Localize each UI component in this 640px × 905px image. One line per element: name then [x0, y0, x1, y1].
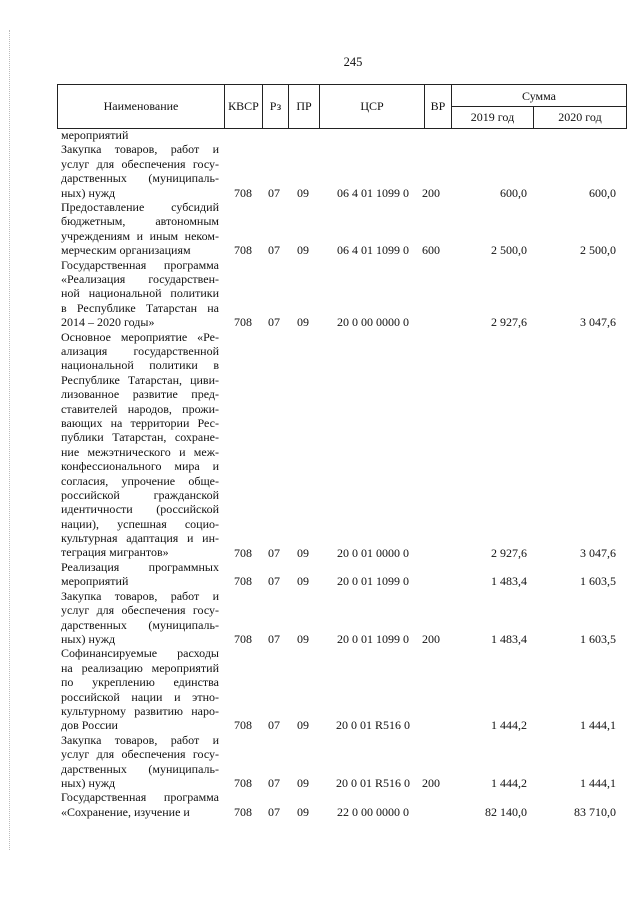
row-name-line: конфессионального мира и — [61, 459, 219, 474]
row-csr: 20 0 01 1099 0 — [337, 631, 409, 646]
row-sum-2020: 1 444,1 — [580, 775, 616, 790]
row-sum-2019: 1 483,4 — [491, 631, 527, 646]
row-name-line: услуг для обеспечения госу- — [61, 603, 219, 618]
row-kvsr: 708 — [234, 804, 252, 819]
row-rz: 07 — [268, 775, 280, 790]
row-pr: 09 — [297, 631, 309, 646]
row-name-line: Закупка товаров, работ и — [61, 588, 219, 603]
row-name-line: публики Татарстан, сохране- — [61, 430, 219, 445]
row-name-line: культурному развитию наро- — [61, 703, 219, 718]
row-name-line: мерческим организациям — [61, 243, 191, 258]
row-name-line: ных) нужд — [61, 631, 116, 646]
header-vr: ВР — [424, 85, 451, 128]
row-name-line: мероприятий — [61, 128, 129, 142]
row-sum-2019: 2 500,0 — [491, 243, 527, 258]
row-name-line: ние межэтнического и меж- — [61, 444, 219, 459]
row-sum-2019: 2 927,6 — [491, 315, 527, 330]
row-name — [61, 733, 219, 791]
header-year-row — [451, 106, 626, 128]
row-csr: 20 0 01 1099 0 — [337, 574, 409, 589]
row-name-line: ных) нужд — [61, 185, 116, 200]
row-sum-2020: 1 603,5 — [580, 574, 616, 589]
row-rz: 07 — [268, 315, 280, 330]
header-name: Наименование — [103, 99, 179, 113]
row-csr: 06 4 01 1099 0 — [337, 243, 409, 258]
row-name-line: культурная адаптация и ин- — [61, 531, 219, 546]
row-name-line: «Реализация государствен- — [61, 271, 219, 286]
row-pr: 09 — [297, 243, 309, 258]
table-header — [57, 84, 627, 129]
row-vr: 600 — [422, 243, 440, 258]
page-number: 245 — [343, 55, 363, 69]
row-name-line: ной национальной политики — [61, 286, 219, 301]
row-rz: 07 — [268, 718, 280, 733]
row-csr: 22 0 00 0000 0 — [337, 804, 409, 819]
row-sum-2020: 3 047,6 — [580, 545, 616, 560]
row-csr: 06 4 01 1099 0 — [337, 185, 409, 200]
row-name-line: Софинансируемые расходы — [61, 646, 219, 661]
row-name-line: российской нации и этно- — [61, 689, 219, 704]
row-kvsr: 708 — [234, 185, 252, 200]
row-kvsr: 708 — [234, 718, 252, 733]
row-vr: 200 — [422, 631, 440, 646]
row-name-line: на реализацию мероприятий — [61, 660, 219, 675]
row-name-line: Государственная программа — [61, 790, 219, 805]
row-pr: 09 — [297, 545, 309, 560]
row-kvsr: 708 — [234, 631, 252, 646]
row-pr: 09 — [297, 185, 309, 200]
row-name-line: идентичности (российской — [61, 502, 219, 517]
row-name-line: Предоставление субсидий — [61, 200, 219, 214]
header-2020: 2020 год — [533, 107, 626, 128]
row-rz: 07 — [268, 545, 280, 560]
row-name — [61, 646, 219, 732]
row-name-line: дарственных (муниципаль- — [61, 617, 219, 632]
row-kvsr: 708 — [234, 574, 252, 589]
header-rz: Рз — [262, 85, 288, 128]
row-kvsr: 708 — [234, 775, 252, 790]
row-name-line: Реализация программных — [61, 560, 219, 574]
row-name-line: услуг для обеспечения госу- — [61, 747, 219, 762]
row-sum-2019: 82 140,0 — [485, 804, 527, 819]
row-name — [61, 128, 219, 142]
row-name-line: Закупка товаров, работ и — [61, 142, 219, 157]
row-name-line: услуг для обеспечения госу- — [61, 156, 219, 171]
row-name-line: согласия, упрочение обще- — [61, 473, 219, 488]
row-sum-2020: 83 710,0 — [574, 804, 616, 819]
row-name-line: по укреплению единства — [61, 675, 219, 690]
header-pr: ПР — [288, 85, 319, 128]
row-name-line: теграция мигрантов» — [61, 545, 169, 560]
row-name — [61, 560, 219, 589]
header-kvsr: КВСР — [224, 85, 262, 128]
row-rz: 07 — [268, 631, 280, 646]
row-sum-2019: 1 444,2 — [491, 775, 527, 790]
row-sum-2020: 2 500,0 — [580, 243, 616, 258]
row-rz: 07 — [268, 185, 280, 200]
row-csr: 20 0 01 R516 0 — [335, 775, 410, 790]
row-name-line: дарственных (муниципаль- — [61, 761, 219, 776]
row-rz: 07 — [268, 574, 280, 589]
row-csr: 20 0 01 0000 0 — [337, 545, 409, 560]
row-sum-2020: 1 444,1 — [580, 718, 616, 733]
row-name-line: 2014 – 2020 годы» — [61, 315, 155, 330]
row-sum-2019: 2 927,6 — [491, 545, 527, 560]
row-name-line: российской гражданской — [61, 487, 219, 502]
row-pr: 09 — [297, 718, 309, 733]
row-csr: 20 0 00 0000 0 — [337, 315, 409, 330]
row-name-line: «Сохранение, изучение и — [61, 804, 190, 819]
row-name — [61, 330, 219, 560]
row-name-line: нации), успешная социо- — [61, 516, 219, 531]
header-sum: Сумма — [451, 85, 626, 107]
row-name-line: лизованное развитие пред- — [61, 387, 219, 402]
row-sum-2019: 1 444,2 — [491, 718, 527, 733]
row-pr: 09 — [297, 775, 309, 790]
row-csr: 20 0 01 R516 0 — [335, 718, 410, 733]
row-pr: 09 — [297, 574, 309, 589]
row-name-line: вающих на территории Рес- — [61, 415, 219, 430]
row-pr: 09 — [297, 315, 309, 330]
row-name-line: национальной политики в — [61, 358, 219, 373]
header-csr: ЦСР — [319, 85, 424, 128]
row-sum-2020: 1 603,5 — [580, 631, 616, 646]
row-name-line: Основное мероприятие «Ре- — [61, 329, 219, 344]
row-name-line: ставителей народов, прожи- — [61, 401, 219, 416]
row-name — [61, 258, 219, 330]
row-kvsr: 708 — [234, 243, 252, 258]
row-name-line: в Республике Татарстан на — [61, 300, 219, 315]
row-name — [61, 589, 219, 647]
row-name-line: мероприятий — [61, 574, 129, 589]
header-2019: 2019 год — [451, 107, 533, 128]
row-name-line: дарственных (муниципаль- — [61, 171, 219, 186]
row-vr: 200 — [422, 185, 440, 200]
row-name-line: Государственная программа — [61, 257, 219, 272]
binding-margin — [9, 30, 12, 850]
row-vr: 200 — [422, 775, 440, 790]
row-name-line: Закупка товаров, работ и — [61, 732, 219, 747]
row-kvsr: 708 — [234, 315, 252, 330]
row-sum-2020: 600,0 — [589, 185, 616, 200]
row-kvsr: 708 — [234, 545, 252, 560]
row-name-line: ных) нужд — [61, 775, 116, 790]
row-pr: 09 — [297, 804, 309, 819]
row-name — [61, 142, 219, 200]
row-name-line: учреждениям и иным неком- — [61, 228, 219, 243]
row-sum-2019: 600,0 — [500, 185, 527, 200]
row-name — [61, 790, 219, 819]
row-rz: 07 — [268, 243, 280, 258]
row-name-line: дов России — [61, 718, 118, 733]
row-name-line: ализация государственной — [61, 343, 219, 358]
row-sum-2020: 3 047,6 — [580, 315, 616, 330]
row-sum-2019: 1 483,4 — [491, 574, 527, 589]
row-name — [61, 200, 219, 258]
row-name-line: бюджетным, автономным — [61, 214, 219, 229]
row-name-line: Республике Татарстан, циви- — [61, 372, 219, 387]
row-rz: 07 — [268, 804, 280, 819]
